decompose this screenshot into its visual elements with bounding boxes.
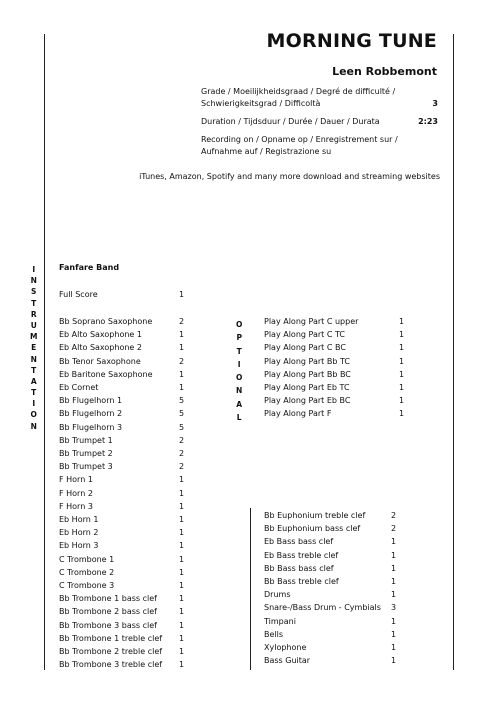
instrumentation-letter: N	[30, 421, 37, 431]
instrumentation-letter: N	[30, 276, 37, 286]
instrumentation-letter: M	[30, 332, 38, 342]
composer-name: Leen Robbemont	[332, 65, 437, 78]
grade-label-line2: Schwierigkeitsgrad / Difficoltà	[201, 99, 321, 108]
part-name: Bb Soprano Saxophone	[59, 317, 153, 326]
part-name: Bb Trumpet 2	[59, 449, 113, 458]
part-quantity: 5	[179, 422, 185, 432]
part-name: Bb Euphonium bass clef	[264, 524, 361, 534]
instrumentation-letter: R	[30, 309, 37, 319]
part-quantity: 2	[179, 356, 185, 366]
part-name: Xylophone	[264, 643, 307, 652]
part-quantity: 1	[179, 620, 185, 630]
instrumentation-letter: N	[30, 354, 37, 364]
part-quantity: 1	[391, 537, 397, 547]
part-name: Bb Flugelhorn 2	[59, 409, 123, 419]
full-score-name: Full Score	[59, 290, 98, 299]
part-quantity: 1	[391, 629, 397, 639]
low-parts-rule	[250, 508, 251, 670]
instrumentation-letter: T	[31, 298, 37, 308]
part-quantity: 1	[179, 554, 185, 564]
grade-row	[201, 86, 438, 110]
part-name: Bb Trombone 2 bass clef	[59, 607, 157, 617]
part-name: Bb Trombone 1 bass clef	[59, 594, 157, 604]
part-name: Eb Alto Saxophone 1	[59, 330, 142, 340]
part-quantity: 1	[391, 590, 397, 600]
part-quantity: 1	[179, 594, 185, 604]
part-quantity: 1	[391, 656, 397, 666]
piece-title: MORNING TUNE	[266, 30, 437, 52]
part-quantity: 1	[399, 317, 405, 326]
part-name: C Trombone 2	[59, 567, 115, 577]
part-name: C Trombone 3	[59, 581, 115, 590]
band-type-label: Fanfare Band	[59, 263, 120, 272]
recording-label-line1: Recording on / Opname op / Enregistrement sur /	[201, 135, 398, 144]
duration-row	[201, 116, 438, 128]
part-name: C Trombone 1	[59, 554, 115, 564]
part-quantity: 3	[391, 603, 397, 613]
instrumentation-letter: I	[32, 399, 36, 409]
part-name: F Horn 1	[59, 475, 93, 485]
part-name: Bb Trombone 3 treble clef	[59, 660, 163, 670]
part-quantity: 1	[179, 541, 185, 551]
part-quantity: 1	[399, 356, 405, 366]
part-quantity: 1	[179, 330, 185, 340]
part-name: Bb Flugelhorn 3	[59, 422, 123, 432]
part-name: F Horn 2	[59, 488, 93, 498]
part-name: Play Along Part Eb BC	[264, 396, 351, 406]
part-name: Timpani	[264, 616, 296, 626]
part-quantity: 1	[179, 383, 185, 392]
part-name: Bb Trombone 2 treble clef	[59, 647, 163, 656]
part-name: Bb Trumpet 3	[59, 462, 113, 472]
optional-letter: I	[237, 359, 241, 369]
optional-letter: O	[236, 320, 243, 329]
instrumentation-letter: U	[30, 320, 37, 330]
optional-letter: N	[236, 386, 243, 396]
part-quantity: 2	[179, 435, 185, 445]
grade-value: 3	[432, 99, 438, 108]
part-quantity: 1	[399, 396, 405, 406]
optional-letter: A	[236, 399, 243, 409]
part-quantity: 1	[179, 647, 185, 656]
part-quantity: 1	[399, 409, 405, 419]
part-name: Play Along Part C BC	[264, 343, 346, 353]
right-margin-rule	[453, 34, 454, 670]
part-name: Play Along Part Bb TC	[264, 356, 350, 366]
part-name: Eb Bass bass clef	[264, 537, 334, 547]
part-name: Bb Bass treble clef	[264, 577, 339, 586]
download-sources: iTunes, Amazon, Spotify and many more download and streaming websites	[139, 172, 440, 181]
part-name: Drums	[264, 590, 291, 600]
instrumentation-letter: T	[31, 365, 37, 375]
optional-letter: O	[236, 373, 243, 383]
part-name: Eb Horn 2	[59, 528, 99, 538]
part-quantity: 1	[399, 369, 405, 379]
instrumentation-letter: I	[32, 265, 36, 274]
part-name: Play Along Part Bb BC	[264, 369, 351, 379]
instrumentation-vertical-label	[30, 264, 37, 432]
part-name: Play Along Part C upper	[264, 317, 359, 326]
part-name: Eb Horn 1	[59, 515, 99, 524]
part-quantity: 5	[179, 409, 185, 419]
part-name: Bb Tenor Saxophone	[59, 356, 141, 366]
part-name: Bb Flugelhorn 1	[59, 396, 123, 406]
part-quantity: 1	[179, 581, 185, 590]
part-quantity: 2	[179, 462, 185, 472]
part-quantity: 1	[179, 633, 185, 643]
part-name: Bb Trombone 3 bass clef	[59, 620, 157, 630]
part-quantity: 2	[179, 317, 185, 326]
part-name: Bb Bass bass clef	[264, 563, 334, 573]
part-name: Bells	[264, 629, 284, 639]
part-quantity: 1	[391, 616, 397, 626]
part-name: Eb Horn 3	[59, 541, 99, 551]
part-quantity: 1	[179, 567, 185, 577]
part-name: Bb Euphonium treble clef	[264, 511, 366, 520]
part-quantity: 1	[179, 488, 185, 498]
part-quantity: 1	[399, 383, 405, 392]
optional-letter: P	[236, 333, 242, 343]
part-quantity: 1	[391, 550, 397, 560]
optional-letter: L	[236, 413, 242, 423]
part-quantity: 1	[179, 528, 185, 538]
part-quantity: 1	[179, 501, 185, 511]
part-name: Eb Cornet	[59, 383, 99, 392]
optional-vertical-label	[236, 318, 242, 424]
instrumentation-letter: O	[30, 410, 37, 420]
duration-value: 2:23	[418, 117, 438, 126]
part-name: Bass Guitar	[264, 656, 311, 666]
grade-label-line1: Grade / Moeilijkheidsgraad / Degré de difficulté /	[201, 87, 396, 96]
part-quantity: 1	[179, 607, 185, 617]
part-name: Bb Trombone 1 treble clef	[59, 633, 163, 643]
part-quantity: 1	[179, 660, 185, 670]
part-name: F Horn 3	[59, 501, 93, 511]
part-name: Eb Baritone Saxophone	[59, 369, 153, 379]
part-name: Play Along Part F	[264, 409, 332, 419]
part-quantity: 1	[179, 515, 185, 524]
duration-label: Duration / Tijdsduur / Durée / Dauer / Durata	[201, 117, 380, 126]
instrumentation-letter: T	[31, 388, 37, 398]
part-quantity: 1	[391, 577, 397, 586]
part-quantity: 2	[179, 449, 185, 458]
part-quantity: 2	[391, 524, 397, 534]
part-name: Eb Alto Saxophone 2	[59, 343, 142, 353]
part-quantity: 1	[391, 643, 397, 652]
part-quantity: 1	[399, 343, 405, 353]
part-quantity: 1	[179, 369, 185, 379]
recording-row	[201, 134, 438, 158]
part-name: Play Along Part C TC	[264, 330, 345, 340]
part-quantity: 2	[391, 511, 397, 520]
full-score-quantity: 1	[179, 290, 185, 299]
part-name: Eb Bass treble clef	[264, 550, 339, 560]
part-name: Snare-/Bass Drum - Cymbials	[264, 603, 381, 613]
instrumentation-letter: E	[31, 343, 37, 353]
left-margin-rule	[44, 34, 45, 670]
part-quantity: 1	[179, 343, 185, 353]
recording-label-line2: Aufnahme auf / Registrazione su	[201, 147, 332, 156]
instrumentation-letter: A	[30, 376, 37, 386]
part-quantity: 1	[399, 330, 405, 340]
part-quantity: 1	[391, 563, 397, 573]
part-quantity: 1	[179, 475, 185, 485]
optional-letter: T	[236, 346, 242, 356]
instrumentation-letter: S	[31, 287, 37, 297]
part-name: Bb Trumpet 1	[59, 435, 113, 445]
part-name: Play Along Part Eb TC	[264, 383, 350, 392]
part-quantity: 5	[179, 396, 185, 406]
